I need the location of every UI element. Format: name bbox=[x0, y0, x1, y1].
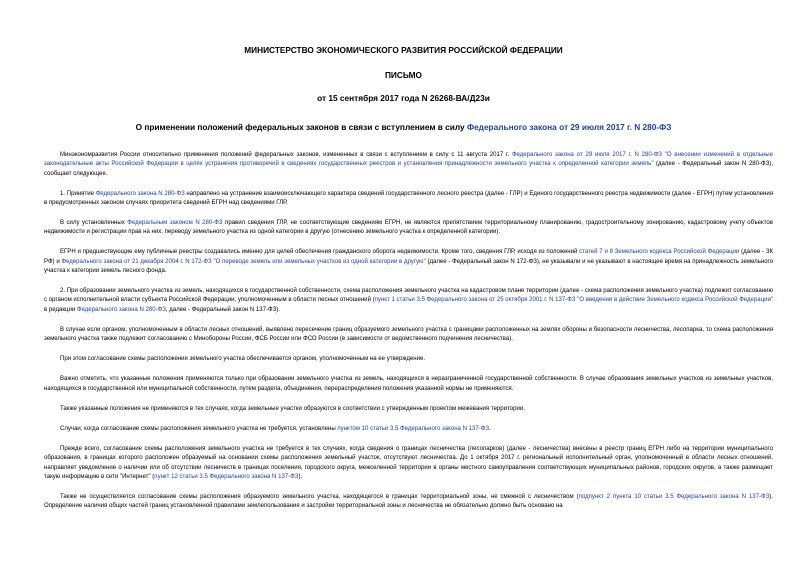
legal-reference-link[interactable]: статей 7 и 8 Земельного кодекса Российской Федерации bbox=[579, 249, 740, 256]
paragraph-text: (далее - ЗК РФ) и bbox=[44, 249, 774, 265]
body-paragraph bbox=[44, 326, 773, 345]
paragraph-text: Случаи, когда согласование схемы расположения земельного участка не требуется, установлены bbox=[60, 425, 338, 432]
paragraph-text: . bbox=[489, 425, 491, 432]
paragraph-text: Также указанные положения не применяются в тех случаях, когда земельные участки образуются в соответствии с утвержденным проектом межевания территории. bbox=[60, 405, 525, 412]
paragraph-text: (далее - Федеральный закон N 172-ФЗ), не указывали и не указывают в настоящее время на принадлежность земельного участка к категории земель лесного фонда. bbox=[44, 258, 773, 275]
body-paragraph bbox=[44, 425, 773, 434]
paragraph-text: Важно отметить, что указанные положения применяются только при образовании земельного участка из земель, находящихся в неразграниченной государственной собственности. В случае образования земельных участков из земельных участков, находящихся в государственной или муниципальной собственности, путем раздела, объединения, перераспределения положения указанной нормы не применяются. bbox=[44, 376, 773, 392]
paragraph-text: 2. При образовании земельного участка из земель, находящихся в государственной собственности, схема расположения земельного участка на кадастровом плане территории (далее - схема расположения земельного участка) подлежит согласованию с органом исполнительной власти субъекта Российской Федерации, уполномоченным в области лесных отношений ( bbox=[44, 288, 773, 304]
legal-reference-link[interactable]: пункт 12 статьи 3.5 Федерального закона N 137-ФЗ bbox=[154, 473, 299, 480]
title-law-link[interactable]: Федерального закона от 29 июля 2017 г. N 280-ФЗ bbox=[466, 122, 672, 132]
document-type-heading: ПИСЬМО bbox=[384, 70, 423, 80]
legal-reference-link[interactable]: подпункт 2 пункта 10 статьи 3.5 Федерального закона N 137-ФЗ bbox=[578, 493, 770, 500]
body-paragraph bbox=[44, 405, 773, 414]
ministry-heading: МИНИСТЕРСТВО ЭКОНОМИЧЕСКОГО РАЗВИТИЯ РОССИЙСКОЙ ФЕДЕРАЦИИ bbox=[244, 45, 563, 55]
document-date-heading: от 15 сентября 2017 года N 26268-ВА/Д23и bbox=[317, 93, 490, 103]
paragraph-text: Прежде всего, согласование схемы расположения земельного участка не требуется в тех случаях, когда сведения о границах лесничества (лесопарков) (далее - лесничества) внесены в реестр границ ЕГРН либо на территории муниципального образования, в границах которого расположен образуемый на основании схемы расположения земельный участок, отсутствуют лесничества. До 1 октября 2017 г. региональный исполнительный орган, уполномоченный в области лесных отношений, направляет уведомление о наличии или об отсутствии лесничеств в границах поселения, городского округа, межселенной территории в органы местного самоуправления соответствующих муниципальных районов, городских округов, а также размещает такую информацию в сети "Интернет" ( bbox=[44, 445, 773, 480]
paragraph-text: в редакции bbox=[44, 306, 77, 313]
paragraph-text: 1. Принятие bbox=[60, 190, 96, 197]
body-paragraph bbox=[44, 375, 773, 394]
paragraph-text: В случае если органом, уполномоченным в области лесных отношений, выявлено пересечение границ образуемого земельного участка с границами расположенных на землях обороны и безопасности лесничества, лесопарка, то схема расположения земельного участка также подлежит согласованию с Минобороны России, ФСБ России или ФСО России (в зависимости от ведомственного подчинения лесничества). bbox=[44, 326, 773, 343]
legal-reference-link[interactable]: пункт 1 статьи 3.5 Федерального закона от 25 октября 2001 г. N 137-ФЗ "О введении в действие Земельного кодекса Российской Федерации" bbox=[374, 297, 774, 304]
letter-title bbox=[0, 122, 807, 132]
body-paragraph bbox=[44, 248, 773, 276]
paragraph-text: ЕГРН и предшествующие ему публичные реестры создавались именно для целей обеспечения гражданского оборота недвижимости. Кроме того, сведения ГЛР, исходя из положений bbox=[60, 249, 580, 256]
body-paragraph bbox=[44, 355, 773, 364]
paragraph-text: направлено на устранение взаимоисключающего характера сведений государственного лесного реестра (далее - ГЛР) и Единого государственного реестра недвижимости (далее - ЕГРН) путем установления в предусмотренных законом случаях приоритета сведений ЕГРН над сведениями ГЛР. bbox=[44, 190, 773, 206]
paragraph-text: ). Определение наличия общих частей границ установленной правилами землепользования и застройки территориальной зоны и лесничества не обязательно должно быть основано на bbox=[44, 493, 773, 510]
legal-reference-link[interactable]: пунктом 10 статьи 3.5 Федерального закона N 137-ФЗ bbox=[337, 425, 489, 432]
legal-reference-link[interactable]: Федерального закона N 280-ФЗ bbox=[95, 190, 185, 197]
paragraph-text: (далее - Федеральный закон N 280-ФЗ), сообщает следующее. bbox=[44, 161, 773, 177]
body-paragraph bbox=[44, 493, 773, 512]
legal-reference-link[interactable]: Федеральным законом N 280-ФЗ bbox=[127, 220, 223, 227]
body-paragraph bbox=[44, 287, 773, 315]
body-paragraph bbox=[44, 219, 773, 238]
paragraph-text: ). bbox=[298, 473, 303, 480]
paragraph-text: Минэкономразвития России относительно применения положений федеральных законов, измененных в связи с вступлением в силу с 11 августа 2017 г. bbox=[60, 152, 512, 158]
body-paragraph bbox=[44, 445, 773, 482]
title-text: О применении положений федеральных законов в связи с вступлением в силу bbox=[135, 122, 467, 132]
paragraph-text: Также не осуществляется согласование схемы расположения образуемого земельного участка, находящегося в границах территориальной зоны, не смежной с лесничеством ( bbox=[60, 493, 579, 500]
paragraph-text: При этом согласование схемы расположения земельного участка обеспечивается органом, уполномоченным на ее утверждение. bbox=[60, 356, 426, 363]
legal-reference-link[interactable]: Федерального закона от 29 июля 2017 г. N 280-ФЗ "О внесении изменений в отдельные законодательные акты Российской Федерации в целях устранения противоречий в сведениях государственных реестров и установления принадлежности земельного участка к определенной категории земель" bbox=[44, 152, 773, 168]
body-paragraph bbox=[44, 151, 773, 179]
legal-reference-link[interactable]: Федерального закона N 280-ФЗ bbox=[76, 306, 166, 313]
paragraph-text: В силу установленных bbox=[60, 220, 128, 227]
paragraph-text: , далее - Федеральный закон N 137-ФЗ). bbox=[165, 306, 280, 313]
letter-body bbox=[44, 151, 773, 522]
body-paragraph bbox=[44, 190, 773, 209]
paragraph-text: правил сведения ГЛР, не соответствующие сведениям ЕГРН, не являются препятствием территориальному планированию, градостроительному зонированию, кадастровому учету объектов недвижимости и регистрации прав на них, переводу земельного участка из одной категории в другую (отнесению земельного участка к определенной категории). bbox=[44, 220, 773, 236]
legal-reference-link[interactable]: Федерального закона от 21 декабря 2004 г. N 172-ФЗ "О переводе земель или земельных участков из одной категории в другую" bbox=[61, 258, 426, 265]
